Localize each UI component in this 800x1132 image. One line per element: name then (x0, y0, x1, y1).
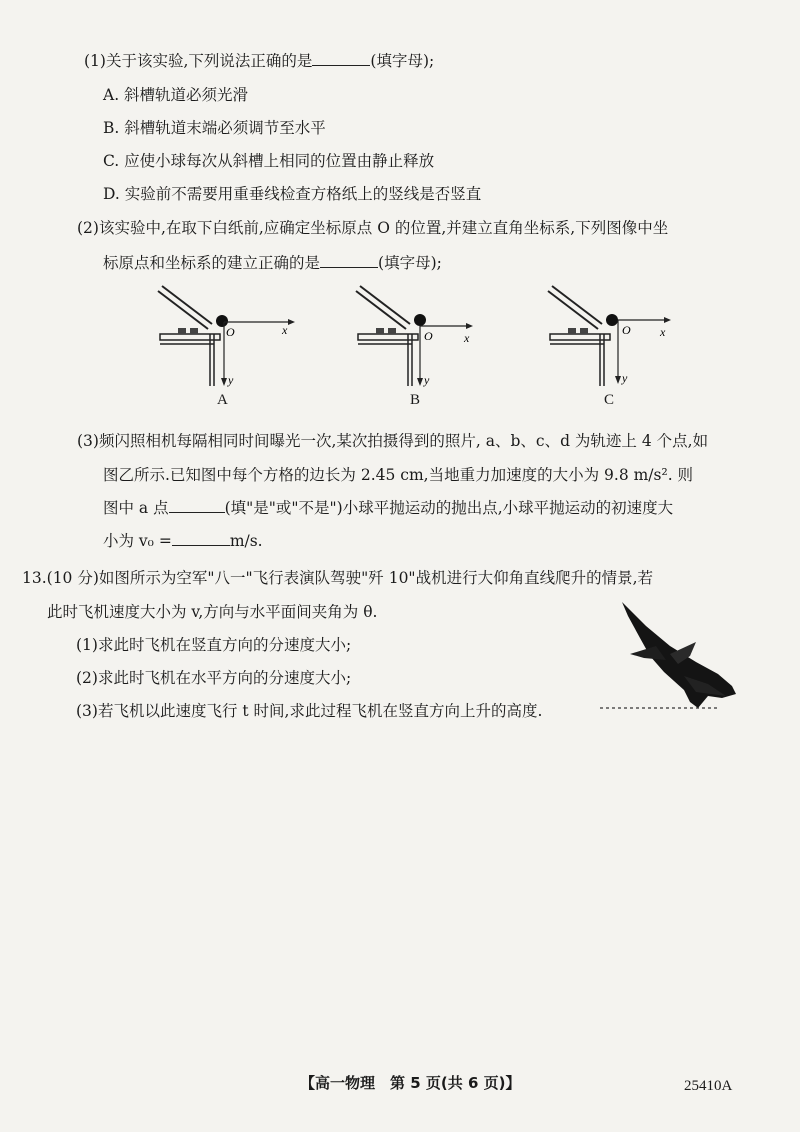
diagram-b-y-label: y (424, 373, 430, 387)
q13-sub2: (2)求此时飞机在水平方向的分速度大小; (76, 669, 352, 687)
q2-line1: (2)该实验中,在取下白纸前,应确定坐标原点 O 的位置,并建立直角坐标系,下列图像中坐 (77, 219, 669, 237)
q13-sub3: (3)若飞机以此速度飞行 t 时间,求此过程飞机在竖直方向上升的高度. (76, 702, 543, 720)
q2-answer-blank (320, 253, 378, 268)
q1-option-b: B. 斜槽轨道末端必须调节至水平 (103, 119, 326, 137)
q13-line2: 此时飞机速度大小为 v,方向与水平面间夹角为 θ. (47, 603, 378, 621)
q1-option-a: A. 斜槽轨道必须光滑 (103, 86, 249, 104)
diagram-c (540, 276, 690, 394)
diagram-b (348, 276, 498, 394)
q13-sub1: (1)求此时飞机在竖直方向的分速度大小; (76, 636, 352, 654)
diagram-b-origin: O (424, 329, 433, 343)
q1-answer-blank (312, 51, 370, 66)
diagram-a-y-label: y (228, 373, 234, 387)
diagram-c-label: C (604, 392, 615, 408)
q3-line4: 小为 v₀ = m/s. (103, 532, 263, 550)
diagram-c-y-label: y (622, 371, 628, 385)
diagram-c-origin: O (622, 323, 631, 337)
q3-line1: (3)频闪照相机每隔相同时间曝光一次,某次拍摄得到的照片, a、b、c、d 为轨迹上 4 个点,如 (77, 432, 709, 450)
diagram-a (150, 276, 300, 394)
q1-option-c: C. 应使小球每次从斜槽上相同的位置由静止释放 (103, 152, 435, 170)
jet-fighter-image (600, 598, 745, 718)
q13-line1: 13.(10 分)如图所示为空军"八一"飞行表演队驾驶"歼 10"战机进行大仰角直线爬升的情景,若 (22, 569, 653, 587)
q2-line2: 标原点和坐标系的建立正确的是 (填字母); (103, 254, 442, 272)
diagram-b-x-label: x (464, 331, 470, 345)
diagram-b-label: B (410, 392, 421, 408)
diagram-a-x-label: x (282, 323, 288, 337)
q3-answer-blank-2 (172, 531, 230, 546)
q1-stem: (1)关于该实验,下列说法正确的是 (填字母); (84, 52, 435, 70)
diagram-a-label: A (217, 392, 228, 408)
q3-answer-blank-1 (169, 498, 225, 513)
page-footer: 【高一物理 第 5 页(共 6 页)】 (300, 1074, 521, 1092)
q3-line3: 图中 a 点 (填"是"或"不是")小球平抛运动的抛出点,小球平抛运动的初速度大 (103, 499, 674, 517)
q1-option-d: D. 实验前不需要用重垂线检查方格纸上的竖线是否竖直 (103, 185, 482, 203)
diagram-c-x-label: x (660, 325, 666, 339)
paper-code: 25410A (684, 1078, 733, 1094)
diagram-a-origin: O (226, 325, 235, 339)
q3-line2: 图乙所示.已知图中每个方格的边长为 2.45 cm,当地重力加速度的大小为 9.8 m/s². 则 (103, 466, 694, 484)
